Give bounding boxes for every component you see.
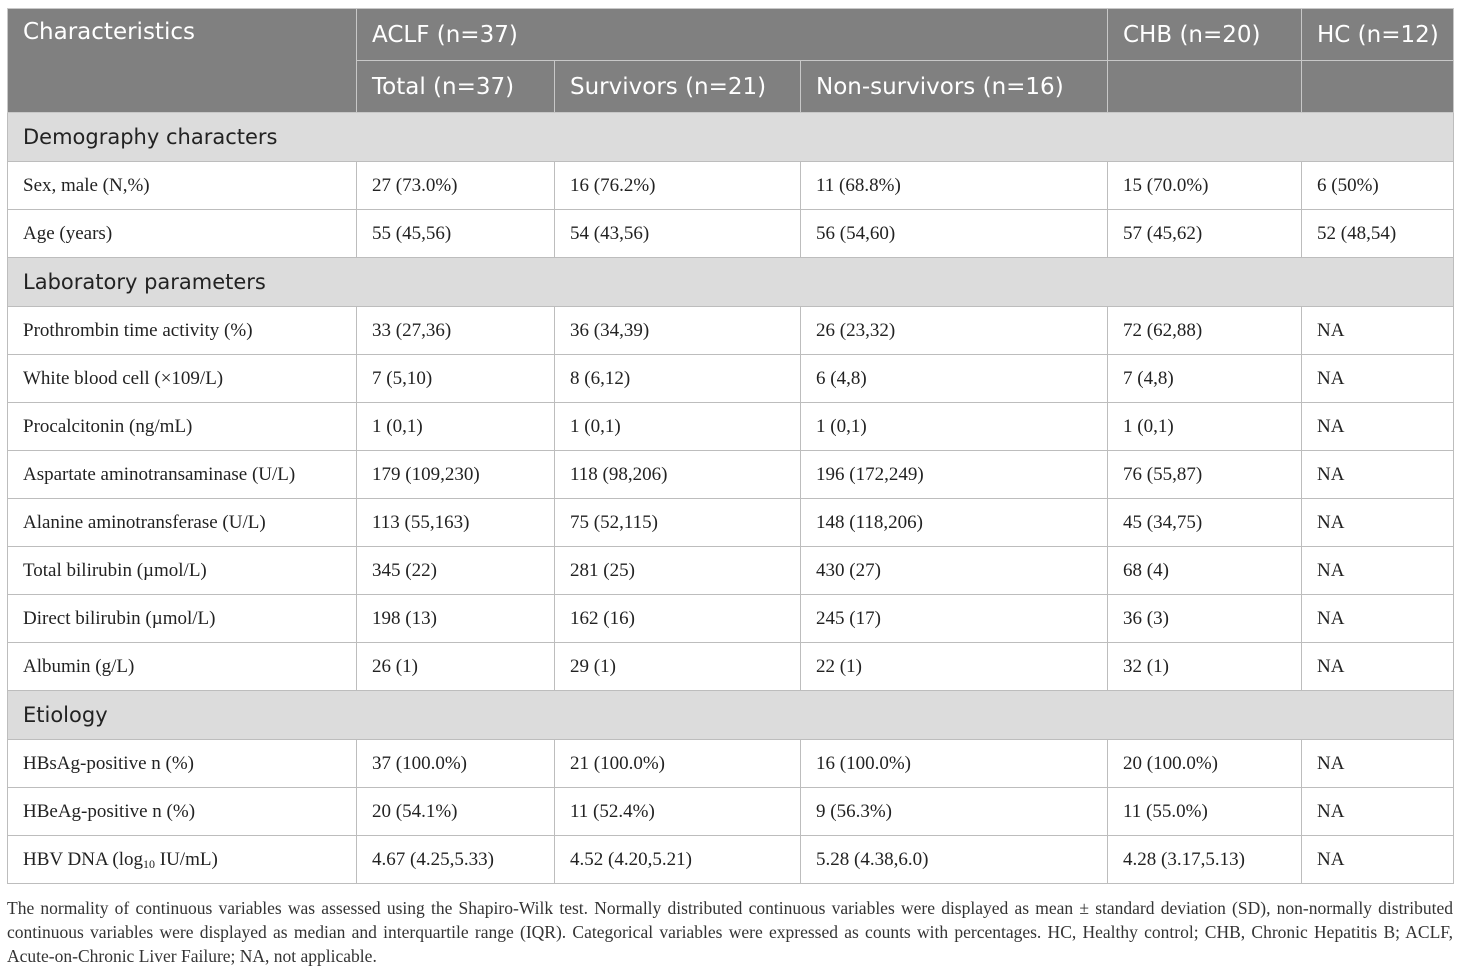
table-row-hbv-dna — [8, 836, 1454, 884]
header-row-1 — [8, 9, 1454, 61]
cell-total: 27 (73.0%) — [357, 162, 555, 210]
cell-survivors: 118 (98,206) — [555, 451, 801, 499]
section-etiology: Etiology — [8, 691, 1454, 740]
cell-total: 113 (55,163) — [357, 499, 555, 547]
header-non-survivors: Non-survivors (n=16) — [801, 61, 1108, 113]
characteristics-table — [7, 8, 1454, 884]
table-row-hbeag — [8, 788, 1454, 836]
cell-survivors: 4.52 (4.20,5.21) — [555, 836, 801, 884]
row-label: Alanine aminotransferase (U/L) — [8, 499, 357, 547]
cell-hc: 52 (48,54) — [1302, 210, 1454, 258]
section-laboratory: Laboratory parameters — [8, 258, 1454, 307]
cell-non-survivors: 430 (27) — [801, 547, 1108, 595]
cell-non-survivors: 16 (100.0%) — [801, 740, 1108, 788]
row-label: Sex, male (N,%) — [8, 162, 357, 210]
cell-survivors: 11 (52.4%) — [555, 788, 801, 836]
cell-chb: 36 (3) — [1108, 595, 1302, 643]
cell-hc: NA — [1302, 836, 1454, 884]
cell-chb: 20 (100.0%) — [1108, 740, 1302, 788]
cell-survivors: 1 (0,1) — [555, 403, 801, 451]
cell-hc: NA — [1302, 547, 1454, 595]
row-label: Prothrombin time activity (%) — [8, 307, 357, 355]
characteristics-table-wrap — [7, 8, 1453, 884]
header-survivors: Survivors (n=21) — [555, 61, 801, 113]
cell-hc: NA — [1302, 740, 1454, 788]
cell-chb: 1 (0,1) — [1108, 403, 1302, 451]
row-label: Age (years) — [8, 210, 357, 258]
cell-chb: 76 (55,87) — [1108, 451, 1302, 499]
header-chb: CHB (n=20) — [1108, 9, 1302, 61]
row-label: Direct bilirubin (µmol/L) — [8, 595, 357, 643]
cell-hc: NA — [1302, 403, 1454, 451]
cell-chb: 15 (70.0%) — [1108, 162, 1302, 210]
cell-total: 37 (100.0%) — [357, 740, 555, 788]
row-label: Aspartate aminotransaminase (U/L) — [8, 451, 357, 499]
cell-total: 33 (27,36) — [357, 307, 555, 355]
table-row-alt — [8, 499, 1454, 547]
cell-total: 55 (45,56) — [357, 210, 555, 258]
cell-survivors: 54 (43,56) — [555, 210, 801, 258]
row-label: Albumin (g/L) — [8, 643, 357, 691]
row-label-main: HBV DNA (log — [23, 848, 143, 870]
table-row-sex — [8, 162, 1454, 210]
cell-chb: 57 (45,62) — [1108, 210, 1302, 258]
table-row-ast — [8, 451, 1454, 499]
table-row-age — [8, 210, 1454, 258]
cell-chb: 11 (55.0%) — [1108, 788, 1302, 836]
row-label: HBsAg-positive n (%) — [8, 740, 357, 788]
cell-chb: 72 (62,88) — [1108, 307, 1302, 355]
cell-survivors: 281 (25) — [555, 547, 801, 595]
cell-survivors: 16 (76.2%) — [555, 162, 801, 210]
table-row-pta — [8, 307, 1454, 355]
cell-non-survivors: 26 (23,32) — [801, 307, 1108, 355]
cell-hc: NA — [1302, 643, 1454, 691]
cell-non-survivors: 11 (68.8%) — [801, 162, 1108, 210]
row-label-suffix: IU/mL) — [155, 848, 218, 870]
header-hc: HC (n=12) — [1302, 9, 1454, 61]
header-hc-empty — [1302, 61, 1454, 113]
cell-total: 345 (22) — [357, 547, 555, 595]
cell-non-survivors: 9 (56.3%) — [801, 788, 1108, 836]
header-total: Total (n=37) — [357, 61, 555, 113]
cell-total: 179 (109,230) — [357, 451, 555, 499]
table-row-alb — [8, 643, 1454, 691]
cell-hc: NA — [1302, 307, 1454, 355]
cell-hc: 6 (50%) — [1302, 162, 1454, 210]
table-row-tbil — [8, 547, 1454, 595]
table-row-hbsag — [8, 740, 1454, 788]
section-demography: Demography characters — [8, 113, 1454, 162]
cell-total: 26 (1) — [357, 643, 555, 691]
cell-hc: NA — [1302, 788, 1454, 836]
section-row-laboratory — [8, 258, 1454, 307]
row-label — [8, 836, 357, 884]
cell-hc: NA — [1302, 355, 1454, 403]
cell-survivors: 162 (16) — [555, 595, 801, 643]
table-row-dbil — [8, 595, 1454, 643]
cell-non-survivors: 22 (1) — [801, 643, 1108, 691]
table-footnote: The normality of continuous variables was assessed using the Shapiro-Wilk test. Normally distributed continuous variables were displayed as mean ± standard deviation (SD), non-normally distributed continuous variables were displayed as median and interquartile range (IQR). Categorical variables were expressed as counts with percentages. HC, Healthy control; CHB, Chronic Hepatitis B; ACLF, Acute-on-Chronic Liver Failure; NA, not applicable. — [7, 898, 1453, 966]
cell-chb: 68 (4) — [1108, 547, 1302, 595]
header-characteristics: Characteristics — [8, 9, 357, 113]
section-row-etiology — [8, 691, 1454, 740]
table-row-wbc — [8, 355, 1454, 403]
table-row-pct — [8, 403, 1454, 451]
row-label-sub: 10 — [143, 856, 155, 871]
cell-non-survivors: 6 (4,8) — [801, 355, 1108, 403]
cell-total: 1 (0,1) — [357, 403, 555, 451]
cell-chb: 45 (34,75) — [1108, 499, 1302, 547]
cell-non-survivors: 245 (17) — [801, 595, 1108, 643]
cell-non-survivors: 196 (172,249) — [801, 451, 1108, 499]
cell-total: 198 (13) — [357, 595, 555, 643]
cell-hc: NA — [1302, 499, 1454, 547]
cell-total: 7 (5,10) — [357, 355, 555, 403]
cell-chb: 7 (4,8) — [1108, 355, 1302, 403]
cell-chb: 32 (1) — [1108, 643, 1302, 691]
row-label: Procalcitonin (ng/mL) — [8, 403, 357, 451]
cell-total: 4.67 (4.25,5.33) — [357, 836, 555, 884]
cell-chb: 4.28 (3.17,5.13) — [1108, 836, 1302, 884]
section-row-demography — [8, 113, 1454, 162]
cell-survivors: 21 (100.0%) — [555, 740, 801, 788]
cell-non-survivors: 56 (54,60) — [801, 210, 1108, 258]
cell-survivors: 75 (52,115) — [555, 499, 801, 547]
cell-survivors: 36 (34,39) — [555, 307, 801, 355]
cell-total: 20 (54.1%) — [357, 788, 555, 836]
cell-non-survivors: 5.28 (4.38,6.0) — [801, 836, 1108, 884]
cell-hc: NA — [1302, 595, 1454, 643]
cell-hc: NA — [1302, 451, 1454, 499]
cell-survivors: 8 (6,12) — [555, 355, 801, 403]
header-aclf: ACLF (n=37) — [357, 9, 1108, 61]
row-label: Total bilirubin (µmol/L) — [8, 547, 357, 595]
cell-non-survivors: 148 (118,206) — [801, 499, 1108, 547]
row-label: White blood cell (×109/L) — [8, 355, 357, 403]
cell-survivors: 29 (1) — [555, 643, 801, 691]
cell-non-survivors: 1 (0,1) — [801, 403, 1108, 451]
row-label: HBeAg-positive n (%) — [8, 788, 357, 836]
header-chb-empty — [1108, 61, 1302, 113]
